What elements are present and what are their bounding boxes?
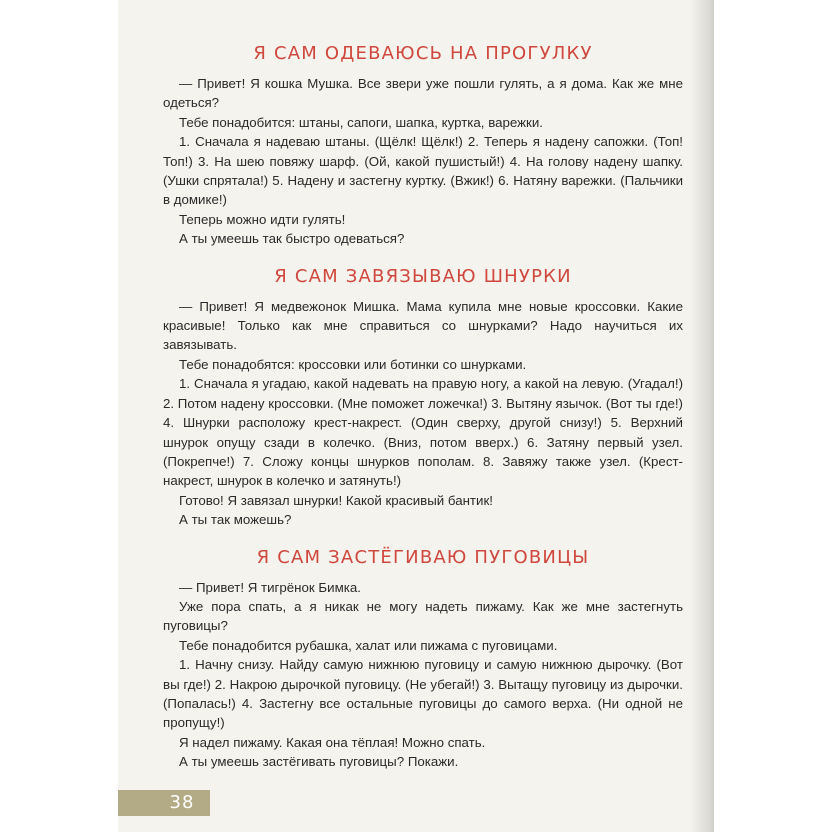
paragraph: Готово! Я завязал шнурки! Какой красивый бантик! bbox=[179, 492, 493, 508]
paragraph: 1. Начну снизу. Найду самую нижнюю пуговицу и самую нижнюю дырочку. (Вот вы где!) 2. Накрою дырочкой пуговицу. (Не убегай!) 3. Вытащу пуговицу из дырочки. (Попалась!) 4. Застегну все остальные пуговицы до самого верха. (Ни одной не пропущу!) bbox=[163, 657, 683, 731]
paragraph: — Привет! Я тигрёнок Бимка. bbox=[179, 579, 361, 595]
paragraph: А ты умеешь так быстро одеваться? bbox=[179, 231, 405, 247]
paragraph: Уже пора спать, а я никак не могу надеть пижаму. Как же мне застегнуть пуговицы? bbox=[163, 598, 683, 634]
paragraph: А ты умеешь застёгивать пуговицы? Покажи. bbox=[179, 754, 459, 770]
paragraph: 1. Сначала я надеваю штаны. (Щёлк! Щёлк!) 2. Теперь я надену сапожки. (Топ! Топ!) 3. На шею повяжу шарф. (Ой, какой пушистый!) 4. На голову надену шапку. (Ушки спрятала!) 5. Надену и застегну куртку. (Вжик!) 6. Натяну варежки. (Пальчики в домике!) bbox=[163, 134, 683, 208]
paragraph: Я надел пижаму. Какая она тёплая! Можно спать. bbox=[179, 734, 486, 750]
page-edge bbox=[714, 0, 832, 832]
page-number: 38 bbox=[169, 792, 195, 813]
paragraph: — Привет! Я кошка Мушка. Все звери уже пошли гулять, а я дома. Как же мне одеться? bbox=[163, 76, 683, 111]
section-title-laces: Я САМ ЗАВЯЗЫВАЮ ШНУРКИ bbox=[274, 265, 572, 287]
section-title-buttons: Я САМ ЗАСТЁГИВАЮ ПУГОВИЦЫ bbox=[256, 546, 590, 568]
paragraph: 1. Сначала я угадаю, какой надевать на правую ногу, а какой на левую. (Угадал!) 2. Потом надену кроссовки. (Мне поможет ложечка!) 3. Вытяну язычок. (Вот ты где!) 4. Шнурки расположу крест-накрест. (Один сверху, другой снизу!) 5. Верхний шнурок опущу сзади в колечко. (Вниз, потом вверх.) 6. Затяну первый узел. (Покрепче!) 7. Сложу концы шнурков пополам. 8. Завяжу также узел. (Крест-накрест, шнурок в колечко и затянуть!) bbox=[163, 376, 683, 489]
page-content bbox=[163, 42, 683, 772]
paragraph: Тебе понадобится: штаны, сапоги, шапка, куртка, варежки. bbox=[179, 114, 543, 130]
paragraph: — Привет! Я медвежонок Мишка. Мама купила мне новые кроссовки. Какие красивые! Только как мне справиться со шнурками? Надо научиться их завязывать. bbox=[163, 298, 683, 353]
paragraph: Тебе понадобится рубашка, халат или пижама с пуговицами. bbox=[179, 637, 558, 653]
paragraph: Теперь можно идти гулять! bbox=[179, 211, 346, 227]
paragraph: А ты так можешь? bbox=[179, 512, 292, 528]
paragraph: Тебе понадобятся: кроссовки или ботинки со шнурками. bbox=[179, 356, 527, 372]
section-title-dressing: Я САМ ОДЕВАЮСЬ НА ПРОГУЛКУ bbox=[253, 43, 593, 64]
